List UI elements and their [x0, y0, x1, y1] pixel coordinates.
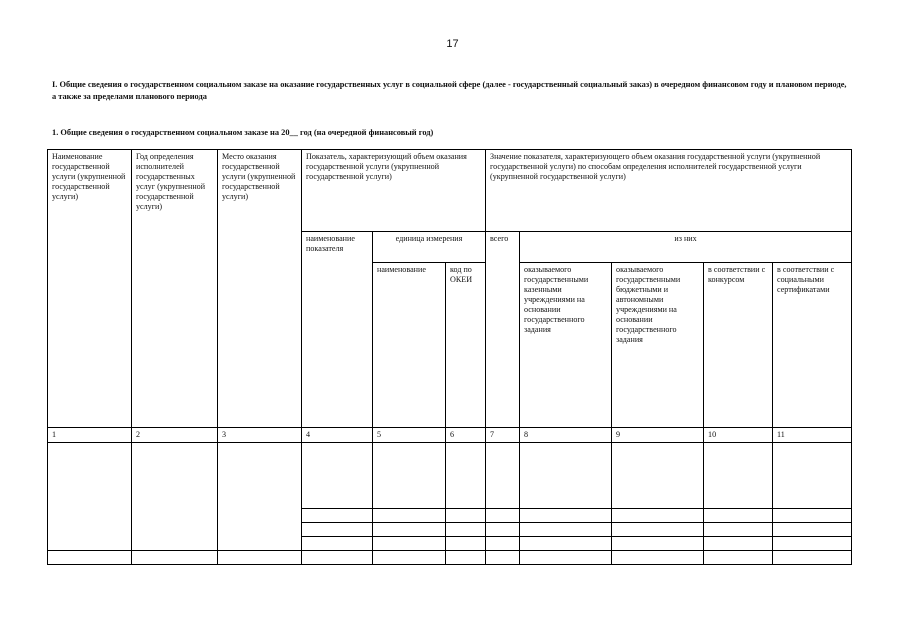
table-cell[interactable]: [218, 551, 302, 565]
table-cell[interactable]: [486, 551, 520, 565]
table-cell[interactable]: [373, 551, 446, 565]
column-number: 3: [218, 428, 302, 443]
table-cell[interactable]: [704, 509, 773, 523]
section-heading: I. Общие сведения о государственном социальном заказе на оказание государственных услуг в социальной сфере (далее - государственный социальный заказ) в очередном финансовом году и плановом периоде, а также за пределами планового периода: [52, 80, 847, 101]
table-cell[interactable]: [773, 551, 852, 565]
table-cell[interactable]: [48, 443, 132, 551]
column-number: 7: [486, 428, 520, 443]
table-cell[interactable]: [446, 537, 486, 551]
header-budget-autonomous-institutions: оказываемого государственными бюджетными и автономными учреждениями на основании государственного задания: [612, 263, 704, 428]
table-cell[interactable]: [302, 523, 373, 537]
table-cell[interactable]: [520, 537, 612, 551]
table-cell[interactable]: [446, 509, 486, 523]
table-cell[interactable]: [302, 509, 373, 523]
header-place-of-service: Место оказания государственной услуги (укрупненной государственной услуги): [218, 150, 302, 428]
table-cell[interactable]: [48, 551, 132, 565]
table-cell[interactable]: [373, 509, 446, 523]
header-unit-name: наименование: [373, 263, 446, 428]
column-number: 11: [773, 428, 852, 443]
table-cell[interactable]: [486, 509, 520, 523]
table-cell[interactable]: [773, 509, 852, 523]
column-number: 2: [132, 428, 218, 443]
header-of-them: из них: [520, 232, 852, 263]
table-cell[interactable]: [302, 537, 373, 551]
header-volume-indicator-group: Показатель, характеризующий объем оказания государственной услуги (укрупненной государственной услуги): [302, 150, 486, 232]
header-by-competition: в соответствии с конкурсом: [704, 263, 773, 428]
social-order-table: [47, 149, 852, 565]
header-by-social-certificates: в соответствии с социальными сертификатами: [773, 263, 852, 428]
table-cell[interactable]: [704, 551, 773, 565]
table-cell[interactable]: [486, 537, 520, 551]
header-total: всего: [486, 232, 520, 428]
table-cell[interactable]: [446, 443, 486, 509]
table-cell[interactable]: [612, 443, 704, 509]
table-row: [48, 551, 852, 565]
table-cell[interactable]: [704, 537, 773, 551]
header-state-treasury-institutions: оказываемого государственными казенными учреждениями на основании государственного задания: [520, 263, 612, 428]
column-number: 6: [446, 428, 486, 443]
table-cell[interactable]: [612, 551, 704, 565]
header-service-name: Наименование государственной услуги (укрупненной государственной услуги): [48, 150, 132, 428]
table-cell[interactable]: [446, 551, 486, 565]
header-unit-of-measure: единица измерения: [373, 232, 486, 263]
table-cell[interactable]: [612, 537, 704, 551]
column-number: 5: [373, 428, 446, 443]
header-indicator-name: наименование показателя: [302, 232, 373, 428]
table-cell[interactable]: [302, 443, 373, 509]
table-cell[interactable]: [373, 523, 446, 537]
table-cell[interactable]: [773, 523, 852, 537]
table-cell[interactable]: [520, 509, 612, 523]
table-cell[interactable]: [486, 443, 520, 509]
header-year-of-determination: Год определения исполнителей государственных услуг (укрупненной государственной услуги): [132, 150, 218, 428]
table-cell[interactable]: [373, 443, 446, 509]
column-number: 4: [302, 428, 373, 443]
column-number: 8: [520, 428, 612, 443]
table-cell[interactable]: [520, 523, 612, 537]
table-cell[interactable]: [704, 523, 773, 537]
header-unit-code: код по ОКЕИ: [446, 263, 486, 428]
column-number-row: [48, 428, 852, 443]
table-row: [48, 443, 852, 509]
column-number: 9: [612, 428, 704, 443]
table-cell[interactable]: [218, 443, 302, 551]
subsection-heading: 1. Общие сведения о государственном социальном заказе на 20__ год (на очередной финансовый год): [52, 128, 434, 137]
table-cell[interactable]: [773, 443, 852, 509]
table-cell[interactable]: [704, 443, 773, 509]
table-cell[interactable]: [302, 551, 373, 565]
table-cell[interactable]: [612, 523, 704, 537]
table-cell[interactable]: [446, 523, 486, 537]
column-number: 1: [48, 428, 132, 443]
header-indicator-value-group: Значение показателя, характеризующего объем оказания государственной услуги (укрупненной государственной услуги) по способам определения исполнителей государственной услуги (укрупненной государственной услуги): [486, 150, 852, 232]
table-cell[interactable]: [520, 551, 612, 565]
table-cell[interactable]: [132, 443, 218, 551]
table-cell[interactable]: [612, 509, 704, 523]
table-cell[interactable]: [773, 537, 852, 551]
column-number: 10: [704, 428, 773, 443]
table-cell[interactable]: [132, 551, 218, 565]
table-cell[interactable]: [486, 523, 520, 537]
table-cell[interactable]: [520, 443, 612, 509]
page-number: 17: [446, 38, 459, 50]
table-cell[interactable]: [373, 537, 446, 551]
